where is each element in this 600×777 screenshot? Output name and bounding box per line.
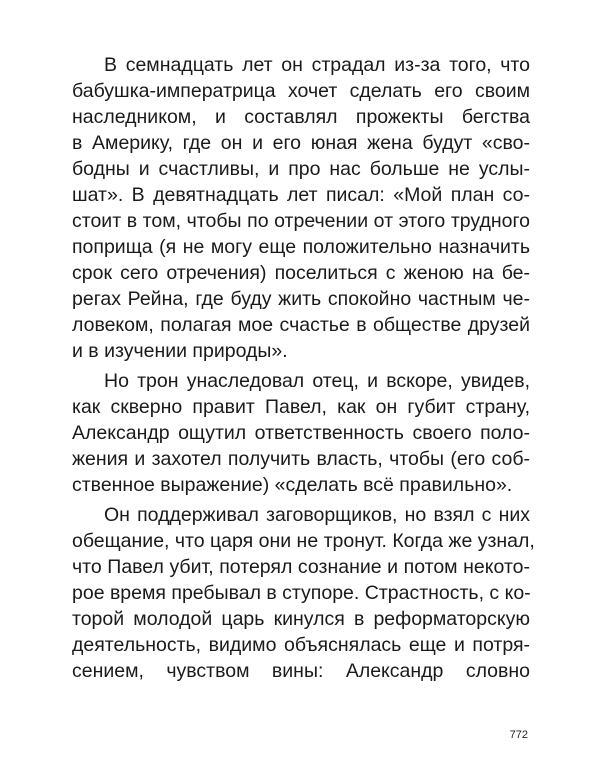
paragraph-1-line-3: наследником, и составлял прожекты бегства (72, 106, 530, 128)
paragraph-1-line-12: и в изучении природы». (72, 340, 288, 362)
paragraph-1-line-4: в Америку, где он и его юная жена будут «сво- (72, 132, 530, 154)
paragraph-1-line-6: шат». В девятнадцать лет писал: «Мой план со- (72, 184, 530, 206)
paragraph-2-line-3: Александр ощутил ответственность своего поло- (72, 422, 530, 444)
paragraph-1-line-2: бабушка-императрица хочет сделать его своим (72, 80, 530, 102)
paragraph-1-line-7: стоит в том, чтобы по отречении от этого трудного (72, 210, 530, 232)
paragraph-1-line-5: бодны и счастливы, и про нас больше не услы- (72, 158, 530, 180)
paragraph-1-line-9: срок сего отречения) поселиться с женою на бе- (72, 262, 530, 284)
paragraph-2-line-1: Но трон унаследовал отец, и вскоре, увидев, (104, 370, 530, 392)
paragraph-3-line-3: что Павел убит, потерял сознание и потом некото- (72, 556, 530, 578)
paragraph-3-line-4: рое время пребывал в ступоре. Страстность, с ко- (72, 582, 531, 604)
paragraph-3-line-1: Он поддерживал заговорщиков, но взял с них (104, 504, 530, 526)
paragraph-2-line-2: как скверно правит Павел, как он губит страну, (72, 396, 530, 418)
paragraph-3-line-6: деятельность, видимо объяснялась еще и потря- (72, 634, 530, 656)
paragraph-1-line-1: В семнадцать лет он страдал из-за того, что (104, 54, 530, 76)
page-number: 772 (509, 729, 528, 741)
paragraph-3-line-5: торой молодой царь кинулся в реформаторскую (72, 608, 530, 630)
paragraph-2-line-4: жения и захотел получить власть, чтобы (его соб- (72, 448, 530, 470)
paragraph-3-line-2: обещание, что царя они не тронут. Когда же узнал, (72, 530, 535, 552)
paragraph-3-line-7: сением, чувством вины: Александр словно (72, 660, 530, 682)
paragraph-1-line-10: регах Рейна, где буду жить спокойно частным че- (72, 288, 530, 310)
paragraph-1-line-8: поприща (я не могу еще положительно назначить (72, 236, 530, 258)
paragraph-2-line-5: ственное выражение) «сделать всё правильно». (72, 474, 513, 496)
paragraph-1-line-11: ловеком, полагая мое счастье в обществе друзей (72, 314, 530, 336)
